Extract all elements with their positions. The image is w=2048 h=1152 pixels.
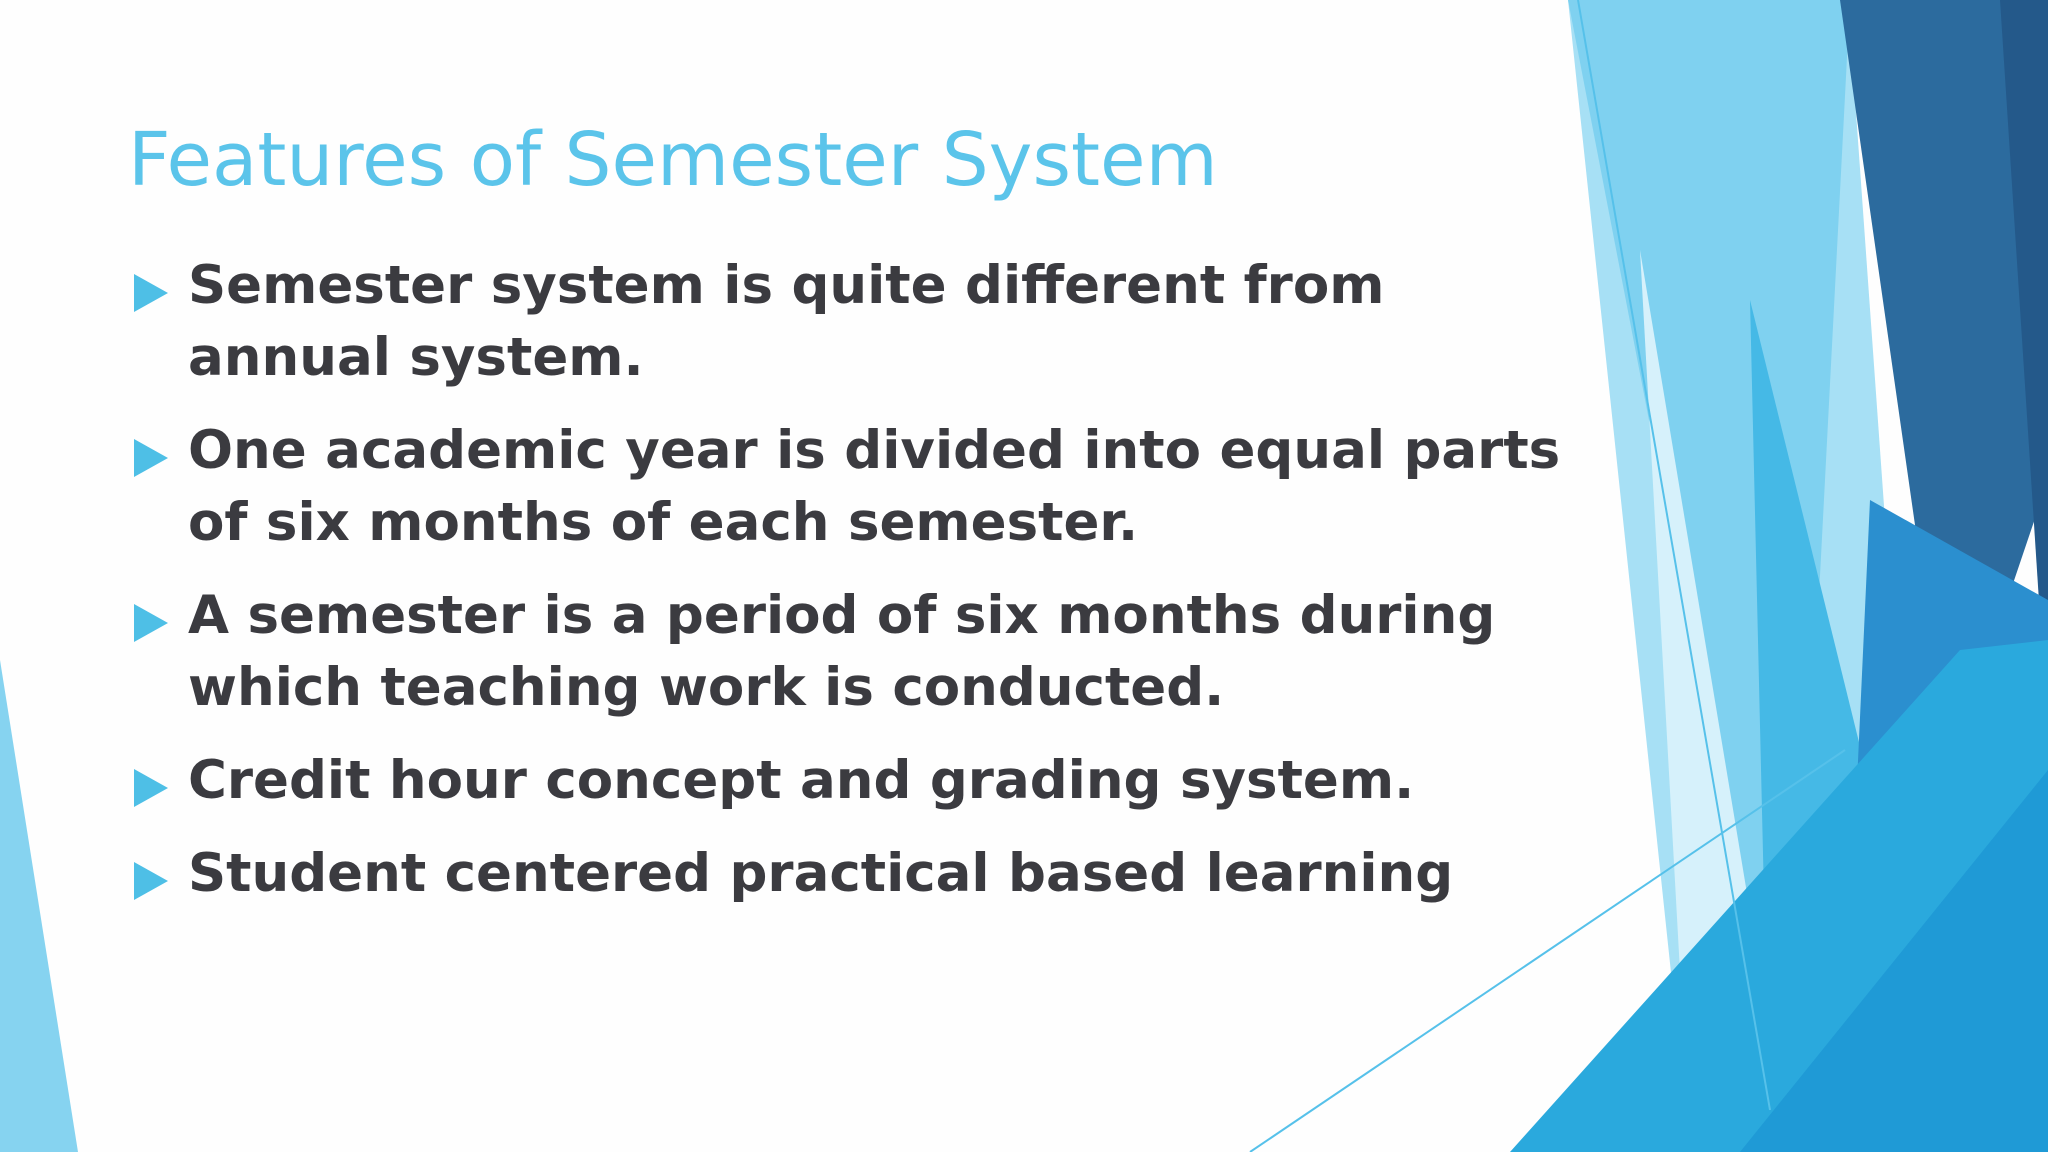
triangle-right-icon — [134, 769, 168, 807]
bullet-list — [132, 250, 1572, 931]
bullet-text: Semester system is quite different from annual system. — [188, 255, 1385, 388]
bullet-text: A semester is a period of six months during which teaching work is conducted. — [188, 585, 1496, 718]
bullet-item — [132, 838, 1572, 910]
triangle-right-icon — [134, 604, 168, 642]
bullet-item — [132, 745, 1572, 817]
bullet-item — [132, 580, 1572, 724]
bullet-text: Credit hour concept and grading system. — [188, 750, 1415, 811]
bullet-text: One academic year is divided into equal parts of six months of each semester. — [188, 420, 1561, 553]
triangle-right-icon — [134, 439, 168, 477]
bullet-item — [132, 250, 1572, 394]
bullet-item — [132, 415, 1572, 559]
slide-title: Features of Semester System — [128, 117, 1218, 203]
triangle-right-icon — [134, 274, 168, 312]
bullet-text: Student centered practical based learning — [188, 843, 1454, 904]
left-edge-shape — [0, 660, 78, 1152]
triangle-right-icon — [134, 862, 168, 900]
